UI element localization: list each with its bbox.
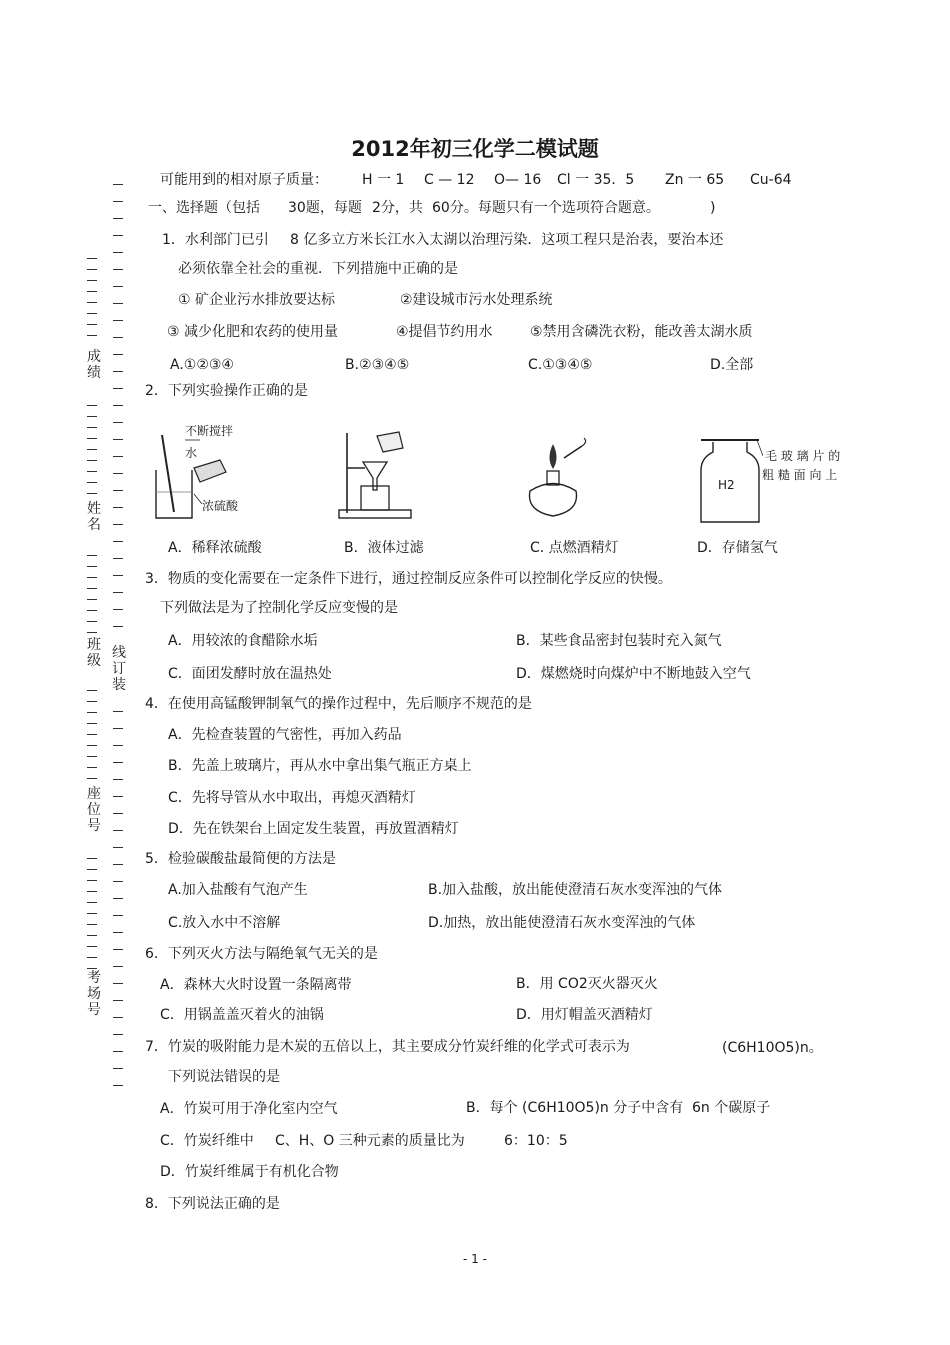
binding-dash	[113, 303, 123, 304]
binding-dash	[113, 609, 123, 610]
binding-dash	[87, 427, 97, 428]
q4-stem: 4．在使用高锰酸钾制氧气的操作过程中，先后顺序不规范的是	[145, 696, 532, 712]
binding-dash	[113, 269, 123, 270]
q3-option-d: D．煤燃烧时向煤炉中不断地鼓入空气	[516, 666, 751, 682]
q7-option-c-ratio: 6：10：5	[504, 1133, 568, 1149]
binding-dash	[113, 915, 123, 916]
binding-dash	[87, 302, 97, 303]
binding-dash	[87, 756, 97, 757]
q3-option-b: B．某些食品密封包装时充入氮气	[516, 633, 722, 649]
q7-stem: 7．竹炭的吸附能力是木炭的五倍以上，其主要成分竹炭纤维的化学式可表示为	[145, 1039, 630, 1055]
binding-dash	[113, 898, 123, 899]
q7-option-c-cont: C、H、O 三种元素的质量比为	[275, 1133, 465, 1149]
q6-option-b: B．用 CO2灭火器灭火	[516, 976, 658, 992]
section-header-4: 60分。每题只有一个选项符合题意。	[432, 200, 660, 216]
binding-dash	[113, 354, 123, 355]
binding-dash	[87, 734, 97, 735]
binding-dash	[87, 566, 97, 567]
q5-option-c: C.放入水中不溶解	[168, 915, 281, 931]
binding-dash	[113, 592, 123, 593]
binding-dash	[113, 320, 123, 321]
binding-dash	[113, 949, 123, 950]
binding-dash	[87, 280, 97, 281]
binding-dash	[87, 324, 97, 325]
binding-dash	[87, 335, 97, 336]
section-header-5: )	[710, 200, 716, 216]
fig-label-acid: 浓硫酸	[202, 499, 239, 513]
binding-dash	[87, 690, 97, 691]
q1-option-a: A.①②③④	[170, 357, 234, 373]
binding-dash	[113, 490, 123, 491]
binding-dash	[87, 449, 97, 450]
binding-dash	[113, 456, 123, 457]
binding-dash	[113, 745, 123, 746]
binding-dash	[87, 913, 97, 914]
binding-dash	[113, 541, 123, 542]
binding-dash	[87, 482, 97, 483]
binding-dash	[87, 745, 97, 746]
filtration-figure	[335, 428, 415, 523]
binding-dash	[113, 1000, 123, 1001]
binding-dash	[87, 471, 97, 472]
q5-option-d: D.加热，放出能使澄清石灰水变浑浊的气体	[428, 915, 696, 931]
q7-option-d: D．竹炭纤维属于有机化合物	[160, 1164, 339, 1180]
q6-option-c: C．用锅盖盖灭着火的油锅	[160, 1007, 324, 1023]
binding-dash	[87, 291, 97, 292]
binding-dash	[113, 1068, 123, 1069]
page-number: - 1 -	[463, 1252, 487, 1266]
binding-dash	[87, 858, 97, 859]
q8-stem: 8．下列说法正确的是	[145, 1196, 280, 1212]
binding-dash	[113, 626, 123, 627]
q1-option-b: B.②③④⑤	[345, 357, 410, 373]
q3-option-c: C．面团发酵时放在温热处	[168, 666, 332, 682]
binding-dash	[113, 966, 123, 967]
binding-dash	[87, 957, 97, 958]
binding-dash	[113, 711, 123, 712]
binding-dash	[113, 337, 123, 338]
binding-dash	[113, 405, 123, 406]
binding-dash	[87, 869, 97, 870]
binding-dash	[87, 935, 97, 936]
binding-dash	[113, 864, 123, 865]
atomic-mass-cu: Cu-64	[750, 172, 792, 188]
binding-dash	[113, 371, 123, 372]
binding-dash	[87, 767, 97, 768]
q1-stem-a: 1．水利部门已引	[162, 232, 269, 248]
binding-grade: 成绩	[87, 349, 101, 381]
binding-dash	[113, 252, 123, 253]
q2-stem: 2．下列实验操作正确的是	[145, 383, 308, 399]
q7-formula: (C6H10O5)n。	[722, 1040, 823, 1056]
binding-dash	[113, 830, 123, 831]
alcohol-lamp-figure	[518, 436, 588, 526]
binding-dash	[87, 258, 97, 259]
binding-seat: 座位号	[87, 786, 101, 834]
q7-option-b: B．每个 (C6H10O5)n 分子中含有	[466, 1100, 684, 1116]
q3-stem: 3．物质的变化需要在一定条件下进行，通过控制反应条件可以控制化学反应的快慢。	[145, 571, 672, 587]
binding-dash	[113, 1017, 123, 1018]
binding-dash	[113, 932, 123, 933]
binding-dash	[113, 558, 123, 559]
binding-dash	[87, 610, 97, 611]
q1-item4: ④提倡节约用水	[396, 324, 493, 340]
q4-option-b: B．先盖上玻璃片，再从水中拿出集气瓶正方桌上	[168, 758, 472, 774]
binding-dash	[87, 588, 97, 589]
section-header-1: 一、选择题（包括	[148, 200, 260, 216]
fig-label-h2: H2	[718, 478, 735, 492]
binding-dash	[113, 575, 123, 576]
fig-label-water: 水	[185, 446, 198, 460]
binding-dash	[87, 701, 97, 702]
q6-option-d: D．用灯帽盖灭酒精灯	[516, 1007, 653, 1023]
q2-option-c: C. 点燃酒精灯	[530, 540, 619, 556]
binding-dash	[113, 813, 123, 814]
binding-dash	[113, 439, 123, 440]
binding-dash	[113, 796, 123, 797]
binding-dash	[87, 632, 97, 633]
binding-dash	[113, 881, 123, 882]
binding-dash	[87, 555, 97, 556]
binding-dash	[87, 880, 97, 881]
q6-stem: 6．下列灭火方法与隔绝氧气无关的是	[145, 946, 378, 962]
binding-dash	[87, 712, 97, 713]
q1-stem-b: 8 亿多立方米长江水入太湖以治理污染．这项工程只是治表，要治本还	[290, 232, 724, 248]
binding-dash	[87, 968, 97, 969]
binding-dash	[113, 983, 123, 984]
q1-stem2: 必须依靠全社会的重视．下列措施中正确的是	[178, 261, 458, 277]
binding-dash	[113, 388, 123, 389]
q1-item5: ⑤禁用含磷洗衣粉，能改善太湖水质	[530, 324, 753, 340]
atomic-mass-o: O— 16	[494, 172, 542, 188]
binding-dash	[87, 493, 97, 494]
q5-option-a: A.加入盐酸有气泡产生	[168, 882, 308, 898]
binding-dash	[113, 847, 123, 848]
binding-dash	[113, 184, 123, 185]
binding-dash	[113, 235, 123, 236]
binding-dash	[113, 1051, 123, 1052]
binding-dash	[113, 201, 123, 202]
binding-dash	[113, 218, 123, 219]
q2-option-d: D．存储氢气	[697, 540, 778, 556]
q1-item2: ②建设城市污水处理系统	[400, 292, 553, 308]
binding-dash	[87, 723, 97, 724]
section-header-3: 2分，共	[372, 200, 423, 216]
binding-dash	[113, 524, 123, 525]
fig-label-glass: 毛 玻 璃 片 的	[765, 449, 841, 463]
q3-stem2: 下列做法是为了控制化学反应变慢的是	[160, 600, 398, 616]
binding-dash	[113, 422, 123, 423]
binding-dash	[87, 946, 97, 947]
atomic-mass-h: H 一 1	[362, 172, 405, 188]
binding-dash	[113, 762, 123, 763]
binding-dash	[87, 778, 97, 779]
binding-name: 姓名	[87, 501, 101, 533]
binding-dash	[113, 473, 123, 474]
binding-dash	[113, 779, 123, 780]
binding-dash	[113, 1034, 123, 1035]
q6-option-a: A．森林大火时设置一条隔离带	[160, 977, 352, 993]
atomic-mass-c: C — 12	[424, 172, 475, 188]
binding-dash	[87, 902, 97, 903]
atomic-mass-label: 可能用到的相对原子质量：	[160, 172, 328, 188]
q2-option-b: B．液体过滤	[344, 540, 424, 556]
q7-option-a: A．竹炭可用于净化室内空气	[160, 1101, 338, 1117]
q3-option-a: A．用较浓的食醋除水垢	[168, 633, 318, 649]
page-title: 2012年初三化学二模试题	[351, 137, 599, 161]
q5-option-b: B.加入盐酸，放出能使澄清石灰水变浑浊的气体	[428, 882, 723, 898]
q1-item1: ① 矿企业污水排放要达标	[178, 292, 336, 308]
q7-option-c: C．竹炭纤维中	[160, 1133, 254, 1149]
binding-dash	[87, 313, 97, 314]
fig-label-glass2: 粗 糙 面 向 上	[762, 468, 838, 482]
atomic-mass-cl: Cl 一 35．5	[557, 172, 635, 188]
binding-dash	[113, 286, 123, 287]
binding-dash	[87, 577, 97, 578]
fig-label-stir: 不断搅拌	[185, 424, 234, 438]
binding-dash	[87, 460, 97, 461]
section-header-2: 30题，每题	[288, 200, 362, 216]
binding-dash	[87, 621, 97, 622]
binding-line-text: 线订装	[112, 645, 126, 693]
q1-option-d: D.全部	[710, 357, 754, 373]
q1-option-c: C.①③④⑤	[528, 357, 593, 373]
q2-option-a: A．稀释浓硫酸	[168, 540, 262, 556]
binding-class: 班级	[87, 637, 101, 669]
q7-option-b-cont: 6n 个碳原子	[692, 1100, 771, 1116]
binding-dash	[87, 599, 97, 600]
binding-dash	[113, 1085, 123, 1086]
binding-room: 考场号	[87, 970, 101, 1018]
atomic-mass-zn: Zn 一 65	[665, 172, 725, 188]
q7-stem2: 下列说法错误的是	[168, 1069, 280, 1085]
q5-stem: 5．检验碳酸盐最简便的方法是	[145, 851, 336, 867]
binding-dash	[113, 728, 123, 729]
binding-dash	[87, 269, 97, 270]
binding-dash	[87, 405, 97, 406]
binding-dash	[87, 924, 97, 925]
binding-dash	[87, 438, 97, 439]
q1-item3: ③ 减少化肥和农药的使用量	[167, 324, 339, 340]
binding-dash	[113, 507, 123, 508]
binding-dash	[87, 416, 97, 417]
q4-option-c: C．先将导管从水中取出，再熄灭酒精灯	[168, 790, 416, 806]
binding-dash	[87, 891, 97, 892]
q4-option-d: D．先在铁架台上固定发生装置，再放置酒精灯	[168, 821, 459, 837]
q4-option-a: A．先检查装置的气密性，再加入药品	[168, 727, 402, 743]
